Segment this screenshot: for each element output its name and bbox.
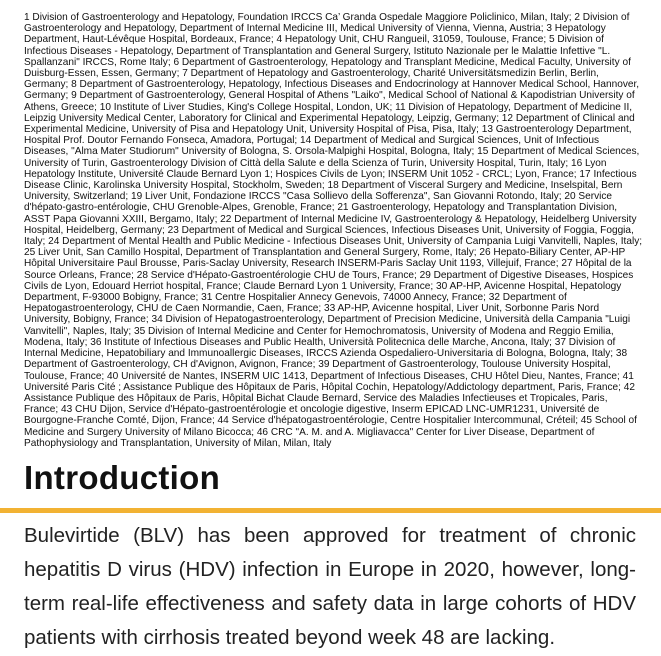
affiliations-text: 1 Division of Gastroenterology and Hepatology, Foundation IRCCS Ca’ Granda Ospedale Maggiore Policlinico, Milan, Italy; 2 Division of Gastroenterology and Hepatology, Department of Internal Medicine III, Medical University of Vienna, Vienna, Austria; 3 Hepatology Department, Haut-Lévêque Hospital, Bordeaux, France; 4 Hepatology Unit, CHU Rangueil, 31059, Toulouse, France; 5 Division of Infectious Diseases - Hepatology, Department of Transplantation and General Surgery, Istituto Nazionale per le Malattie Infettive "L. Spallanzani" IRCCS, Rome Italy; 6 Department of Gastroenterology, Hepatology and Transplant Medicine, Medical Faculty, University of Duisburg-Essen, Essen, Germany; 7 Department of Hepatology and Gastroenterology, Charité Universitätsmedizin Berlin, Berlin, Germany; 8 Department of Gastroenterology, Hepatology, Infectious Diseases and Endocrinology at Hannover Medical School, Hannover, Germany; 9 Department of Gastroenterology, General Hospital of Athens "Laiko", Medical School of National & Kapodistrian University of Athens, Greece; 10 Institute of Liver Studies, King's College Hospital, London, UK; 11 Division of Hepatology, Department of Medicine II, Leipzig University Medical Center, Laboratory for Clinical and Experimental Hepatology, Leipzig, Germany; 12 Department of Clinical and Experimental Medicine, University of Pisa and Hepatology Unit, University Hospital of Pisa, Pisa, Italy; 13 Gastroenterology Department, Hospital Prof. Doutor Fernando Fonseca, Amadora, Portugal; 14 Department of Medical and Surgical Sciences, Unit of Infectious Diseases, "Alma Mater Studiorum" University of Bologna, S. Orsola-Malpighi Hospital, Bologna, Italy; 15 Department of Medical Sciences, University of Turin, Gastroenterology Division of Città della Salute e della Scienza of Turin, University Hospital, Turin, Italy; 16 Lyon Hepatology Institute, Université Claude Bernard Lyon 1; Hospices Civils de Lyon; INSERM Unit 1052 - CRCL; Lyon, France; 17 Infectious Disease Clinic, Karolinska University Hospital, Stockholm, Sweden; 18 Department of Visceral Surgery and Medicine, Inselspital, Bern University, Switzerland; 19 Liver Unit, Fondazione IRCCS "Casa Sollievo della Sofferenza", San Giovanni Rotondo, Italy; 20 Service d'hépato-gastro-entérologie, CHU Grenoble-Alpes, Grenoble, France; 21 Gastroenterology, Hepatology and Transplantation Division, ASST Papa Giovanni XXIII, Bergamo, Italy; 22 Department of Internal Medicine IV, Gastroenterology & Hepatology, Heidelberg University Hospital, Heidelberg, Germany; 23 Department of Medical and Surgical Sciences, Infectious Diseases Unit, University of Foggia, Foggia, Italy; 24 Department of Mental Health and Public Medicine - Infectious Diseases Unit, University of Campania Luigi Vanvitelli, Naples, Italy; 25 Liver Unit, San Camillo Hospital, Department of Transplantation and General Surgery, Rome, Italy; 26 Hepato-Biliary Center, AP-HP Hôpital Universitaire Paul Brousse, Paris-Saclay University, Research INSERM-Paris Saclay Unit 1193, Villejuif, France; 27 Hôpital de la Source Orleans, France; 28 Service d'Hépato-Gastroentérologie CHU de Tours, France; 29 Department of Digestive Diseases, Hospices Civils de Lyon, Edouard Herriot hospital, France; Claude Bernard Lyon 1 University, France; 30 AP-HP, Avicenne Hospital, Hepatology Department, F-93000 Bobigny, France; 31 Centre Hospitalier Annecy Genevois, 74000 Annecy, France; 32 Department of Hepatogastroenterology, CHU de Caen Normandie, Caen, France; 33 AP-HP, Avicenne hospital, Liver Unit, Sorbonne Paris Nord University, Bobigny, France; 34 Division of Hepatogastroenterology, Department of Precision Medicine, Università della Campania "Luigi Vanvitelli", Naples, Italy; 35 Division of Internal Medicine and Center for Hemochromatosis, University of Modena and Reggio Emilia, Modena, Italy; 36 Institute of Infectious Diseases and Public Health, Università Politecnica delle Marche, Ancona, Italy; 37 Division of Internal Medicine, Hepatobiliary and Immunoallergic Diseases, IRCCS Azienda Ospedaliero-Universitaria di Bologna, Bologna, Italy; 38 Department of Gastroenterology, CH d'Avignon, Avignon, France; 39 Department of Gastroenterology, Toulouse University Hospital, Toulouse, France; 40 Université de Nantes, INSERM UIC 1413, Department of Infectious Diseases, CHU Hôtel Dieu, Nantes, France; 41 Université Paris Cité ; Assistance Publique des Hôpitaux de Paris, Hôpital Cochin, Hepatology/Addictology department, Paris, France; 42 Assistance Publique des Hôpitaux de Paris, Hôpital Bichat Claude Bernard, Service des Maladies Infectieuses et Tropicales, Paris, France; 43 CHU Dijon, Service d'Hépato-gastroentérologie et oncologie digestive, Inserm EPICAD LNC-UMR1231, Université de Bourgogne-Franche Comté, Dijon, France; 44 Service d'hépatogastroentérologie, Centre Hospitalier Intercommunal, Créteil; 45 School of Medicine and Surgery University of Milano Bicocca; 46 CRC "A. M. and A. Migliavacca" Center for Liver Disease, Department of Pathophysiology and Transplantation, University of Milan, Milan, Italy bbox=[24, 12, 643, 449]
introduction-heading: Introduction bbox=[24, 459, 221, 496]
introduction-body: Bulevirtide (BLV) has been approved for treatment of chronic hepatitis D virus (HDV) infection in Europe in 2020, however, long-term real-life effectiveness and safety data in large cohorts of HDV patients with cirrhosis treated beyond week 48 are lacking. bbox=[24, 524, 636, 649]
section-divider bbox=[0, 508, 661, 513]
